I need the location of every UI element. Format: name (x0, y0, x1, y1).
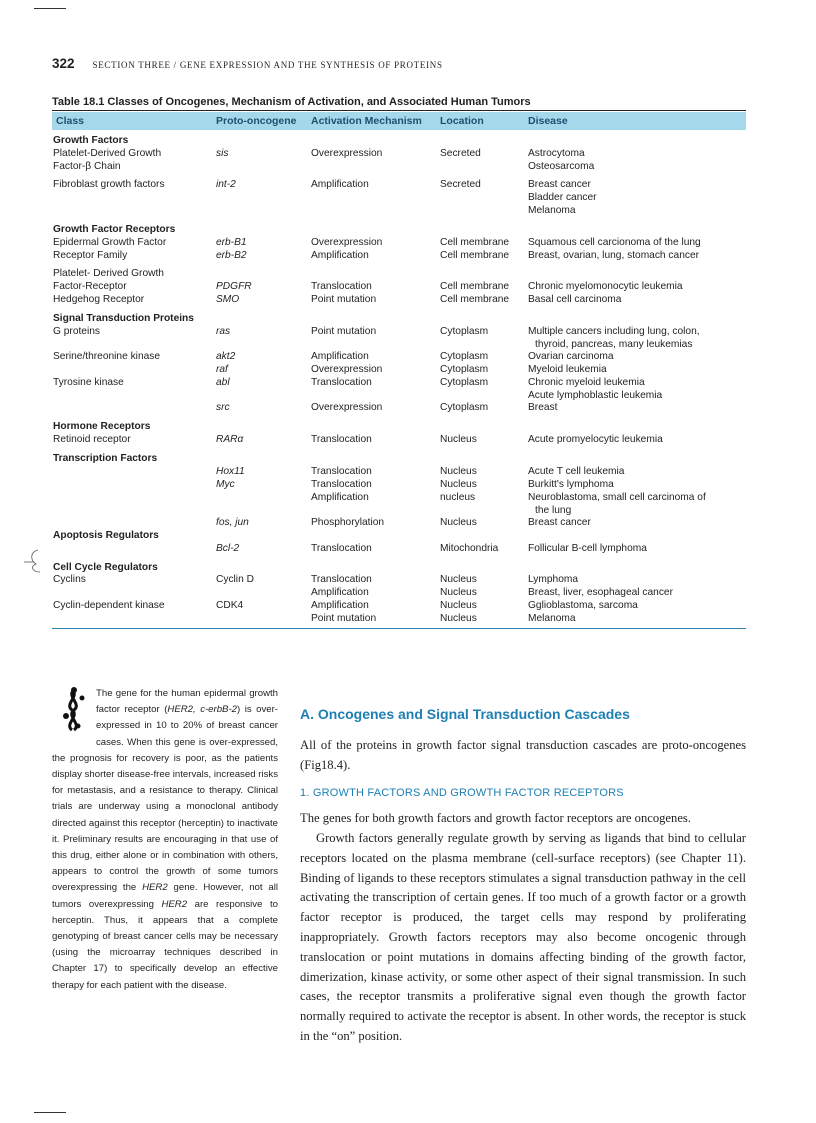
sidebar-gene-name: HER2 (161, 898, 188, 910)
location: Nucleus (440, 479, 477, 490)
disease: Breast (528, 402, 558, 413)
disease: Chronic myeloid leukemia (528, 377, 645, 388)
proto-oncogene: akt2 (216, 351, 236, 362)
proto-oncogene: ras (216, 326, 231, 337)
activation-mechanism: Translocation (311, 434, 372, 445)
sidebar-gene-name: HER2, c-erbB-2 (167, 704, 237, 716)
disease: Multiple cancers including lung, colon, (528, 326, 700, 337)
class-label: Hedgehog Receptor (53, 294, 145, 305)
page-number: 322 (52, 56, 75, 71)
activation-mechanism: Amplification (311, 600, 369, 611)
location: Nucleus (440, 434, 477, 445)
table-section: Hormone Receptors (53, 421, 151, 432)
disease: Melanoma (528, 205, 576, 216)
table-section: Signal Transduction Proteins (53, 313, 194, 324)
location: Nucleus (440, 600, 477, 611)
proto-oncogene: CDK4 (216, 600, 244, 611)
location: Nucleus (440, 574, 477, 585)
class-label: Tyrosine kinase (53, 377, 124, 388)
running-header (52, 55, 443, 73)
table-title: Table 18.1 Classes of Oncogenes, Mechanism of Activation, and Associated Human Tumors (52, 96, 531, 108)
body-paragraph: All of the proteins in growth factor signal transduction cascades are proto-oncogenes (Fig18.4). (300, 738, 746, 772)
proto-oncogene: Myc (216, 479, 235, 490)
col-head-proto-oncogene: Proto-oncogene (216, 115, 297, 127)
table-bottom-rule (52, 628, 746, 629)
activation-mechanism: Amplification (311, 250, 369, 261)
class-label: Retinoid receptor (53, 434, 131, 445)
proto-oncogene: src (216, 402, 230, 413)
disease: Melanoma (528, 613, 576, 624)
location: Nucleus (440, 587, 477, 598)
disease: Gglioblastoma, sarcoma (528, 600, 638, 611)
proto-oncogene: erb-B2 (216, 250, 247, 261)
col-head-activation-mechanism: Activation Mechanism (311, 115, 422, 127)
disease: Ovarian carcinoma (528, 351, 614, 362)
proto-oncogene: Cyclin D (216, 574, 254, 585)
activation-mechanism: Translocation (311, 543, 372, 554)
proto-oncogene: abl (216, 377, 230, 388)
class-label: Platelet- Derived Growth (53, 268, 164, 279)
disease: thyroid, pancreas, many leukemias (535, 339, 693, 350)
location: Secreted (440, 148, 481, 159)
activation-mechanism: Overexpression (311, 237, 383, 248)
activation-mechanism: Point mutation (311, 294, 377, 305)
sidebar-note (52, 686, 278, 994)
sidebar-gene-name: HER2 (142, 882, 168, 894)
class-label: Cyclin-dependent kinase (53, 600, 165, 611)
disease: Follicular B-cell lymphoma (528, 543, 647, 554)
proto-oncogene: fos, jun (216, 517, 249, 528)
disease: Breast cancer (528, 517, 591, 528)
table-section: Growth Factor Receptors (53, 224, 176, 235)
class-label: Fibroblast growth factors (53, 179, 165, 190)
sidebar-text: The gene for the human epidermal growth factor receptor ( (96, 688, 278, 716)
body-paragraph: The genes for both growth factors and growth factor receptors are oncogenes. (300, 811, 691, 825)
location: Cytoplasm (440, 351, 489, 362)
disease: Burkitt's lymphoma (528, 479, 614, 490)
sidebar-text: gene. However, not all tumors overexpressing (52, 882, 278, 910)
location: Cell membrane (440, 250, 510, 261)
location: Cytoplasm (440, 364, 489, 375)
activation-mechanism: Point mutation (311, 326, 377, 337)
proto-oncogene: int-2 (216, 179, 236, 190)
sidebar-text: are responsive to herceptin. Thus, it appears that a complete genotyping of breast cancer cells may be necessary (using the microarray techniques described in Chapter 17) to specifically develop an effective therapy for each patient with the disease. (52, 898, 278, 991)
activation-mechanism: Overexpression (311, 402, 383, 413)
class-label: Epidermal Growth Factor (53, 237, 167, 248)
disease: Bladder cancer (528, 192, 597, 203)
activation-mechanism: Translocation (311, 281, 372, 292)
disease: the lung (535, 505, 572, 516)
col-head-class: Class (56, 115, 85, 127)
disease: Chronic myelomonocytic leukemia (528, 281, 683, 292)
proto-oncogene: PDGFR (216, 281, 252, 292)
location: Cytoplasm (440, 326, 489, 337)
location: Cytoplasm (440, 402, 489, 413)
location: nucleus (440, 492, 476, 503)
col-head-location: Location (440, 115, 484, 127)
activation-mechanism: Amplification (311, 351, 369, 362)
location: Cell membrane (440, 294, 510, 305)
disease: Osteosarcoma (528, 161, 595, 172)
subsection-title: 1. GROWTH FACTORS AND GROWTH FACTOR RECEPTORS (300, 787, 624, 799)
col-head-disease: Disease (528, 115, 568, 127)
activation-mechanism: Translocation (311, 466, 372, 477)
disease: Squamous cell carcionoma of the lung (528, 237, 701, 248)
disease: Breast, ovarian, lung, stomach cancer (528, 250, 700, 261)
disease: Astrocytoma (528, 148, 585, 159)
class-label: G proteins (53, 326, 100, 337)
table-section: Cell Cycle Regulators (53, 562, 158, 573)
proto-oncogene: RARα (216, 434, 244, 445)
disease: Lymphoma (528, 574, 579, 585)
activation-mechanism: Translocation (311, 479, 372, 490)
body-paragraph: Growth factors generally regulate growth by serving as ligands that bind to cellular receptors located on the plasma membrane (cell-surface receptors) (see Chapter 11). Binding of ligands to these receptors stimulates a signal transduction pathway in the cell activating the transcription of certain genes. If too much of a growth factor or a growth factor receptor is produced, the target cells may respond by proliferating inappropriately. Growth factors receptors may also become oncogenic through translocation or point mutations in domains affecting binding of the growth factor, dimerization, kinase activity, or some other aspect of their signal transmission. In such cases, the receptor transmits a proliferative signal even though the growth factor normally required to activate the receptor is absent. In other words, the receptor is stuck in the “on” position. (300, 831, 746, 1043)
activation-mechanism: Translocation (311, 574, 372, 585)
section-title: A. Oncogenes and Signal Transduction Cascades (300, 706, 630, 722)
crop-mark-bottom (34, 1112, 66, 1113)
location: Nucleus (440, 466, 477, 477)
location: Nucleus (440, 613, 477, 624)
location: Mitochondria (440, 543, 499, 554)
activation-mechanism: Amplification (311, 179, 369, 190)
class-label: Receptor Family (53, 250, 128, 261)
class-label: Platelet-Derived Growth (53, 148, 162, 159)
disease: Breast, liver, esophageal cancer (528, 587, 673, 598)
running-head-text: SECTION THREE / GENE EXPRESSION AND THE SYNTHESIS OF PROTEINS (92, 60, 443, 70)
location: Cell membrane (440, 237, 510, 248)
class-label: Cyclins (53, 574, 86, 585)
class-label: Serine/threonine kinase (53, 351, 161, 362)
proto-oncogene: raf (216, 364, 228, 375)
disease: Acute lymphoblastic leukemia (528, 390, 663, 401)
proto-oncogene: erb-B1 (216, 237, 247, 248)
activation-mechanism: Overexpression (311, 148, 383, 159)
table-column-header (52, 112, 746, 130)
class-label: Factor-β Chain (53, 161, 121, 172)
location: Cell membrane (440, 281, 510, 292)
proto-oncogene: Hox11 (216, 466, 245, 477)
proto-oncogene: Bcl-2 (216, 543, 240, 554)
location: Cytoplasm (440, 377, 489, 388)
activation-mechanism: Amplification (311, 587, 369, 598)
activation-mechanism: Phosphorylation (311, 517, 385, 528)
sidebar-text: ) is over-expressed in 10 to 20% of breast cancer cases. When this gene is over-expressed, the prognosis for recovery is poor, as the patients display shorter disease-free intervals, increased risks for metastasis, and a resistance to therapy. Clinical trials are underway using a monoclonal antibody directed against this receptor (herceptin) to inactivate it. Preliminary results are encouraging in that use of this drug, either alone or in combination with others, appears to control the growth of some tumors overexpressing the (52, 704, 278, 894)
activation-mechanism: Amplification (311, 492, 369, 503)
margin-bracket-icon (22, 548, 62, 574)
proto-oncogene: sis (216, 148, 229, 159)
proto-oncogene: SMO (216, 294, 240, 305)
activation-mechanism: Overexpression (311, 364, 383, 375)
activation-mechanism: Translocation (311, 377, 372, 388)
disease: Breast cancer (528, 179, 591, 190)
table-section: Transcription Factors (53, 453, 158, 464)
crop-mark-top (34, 8, 66, 9)
disease: Neuroblastoma, small cell carcinoma of (528, 492, 706, 503)
table-section: Growth Factors (53, 135, 129, 146)
location: Nucleus (440, 517, 477, 528)
class-label: Factor-Receptor (53, 281, 127, 292)
activation-mechanism: Point mutation (311, 613, 377, 624)
disease: Basal cell carcinoma (528, 294, 622, 305)
sidebar-icon-space (52, 686, 96, 736)
table-section: Apoptosis Regulators (53, 530, 159, 541)
disease: Acute promyelocytic leukemia (528, 434, 663, 445)
disease: Acute T cell leukemia (528, 466, 625, 477)
location: Secreted (440, 179, 481, 190)
disease: Myeloid leukemia (528, 364, 607, 375)
table-top-rule (52, 110, 746, 111)
